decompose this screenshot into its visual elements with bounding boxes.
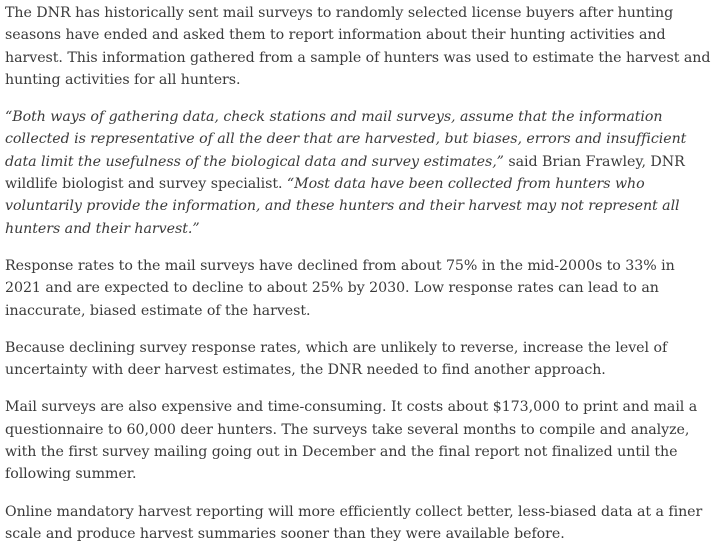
paragraph-online-reporting: Online mandatory harvest reporting will more efficiently collect better, less-biased data at a finer scale and produce harvest summaries sooner than they were available before. [5,503,703,542]
paragraph-declining-rates: Because declining survey response rates, which are unlikely to reverse, increase the level of uncertainty with deer harvest estimates, the DNR needed to find another approach. [5,339,668,379]
paragraph-frawley-quote [5,106,712,240]
quote-voluntary-data: “Most data have been collected from hunters who voluntarily provide the information, and these hunters and their harvest may not represent all hunters and their harvest.” [5,176,680,237]
paragraph-survey-costs: Mail surveys are also expensive and time-consuming. It costs about $173,000 to print and mail a questionnaire to 60,000 deer hunters. The surveys take several months to compile and analyze, with the first survey mailing going out in December and the final report not finalized until the following summer. [5,399,698,483]
quote-attribution: said Brian Frawley, DNR wildlife biologist and survey specialist. [5,153,685,193]
paragraph-response-rates: Response rates to the mail surveys have declined from about 75% in the mid-2000s to 33% in 2021 and are expected to decline to about 25% by 2030. Low response rates can lead to an inaccurate, biased estimate of the harvest. [5,257,675,319]
quote-data-gathering: “Both ways of gathering data, check stations and mail surveys, assume that the information collected is representative of all the deer that are harvested, but biases, errors and insufficient data limit the usefulness of the biological data and survey estimates,” [5,109,687,170]
article-body [0,2,712,545]
paragraph-mail-surveys-history: The DNR has historically sent mail surveys to randomly selected license buyers after hunting seasons have ended and asked them to report information about their hunting activities and harvest. This information gathered from a sample of hunters was used to estimate the harvest and hunting activities for all hunters. [5,5,711,88]
